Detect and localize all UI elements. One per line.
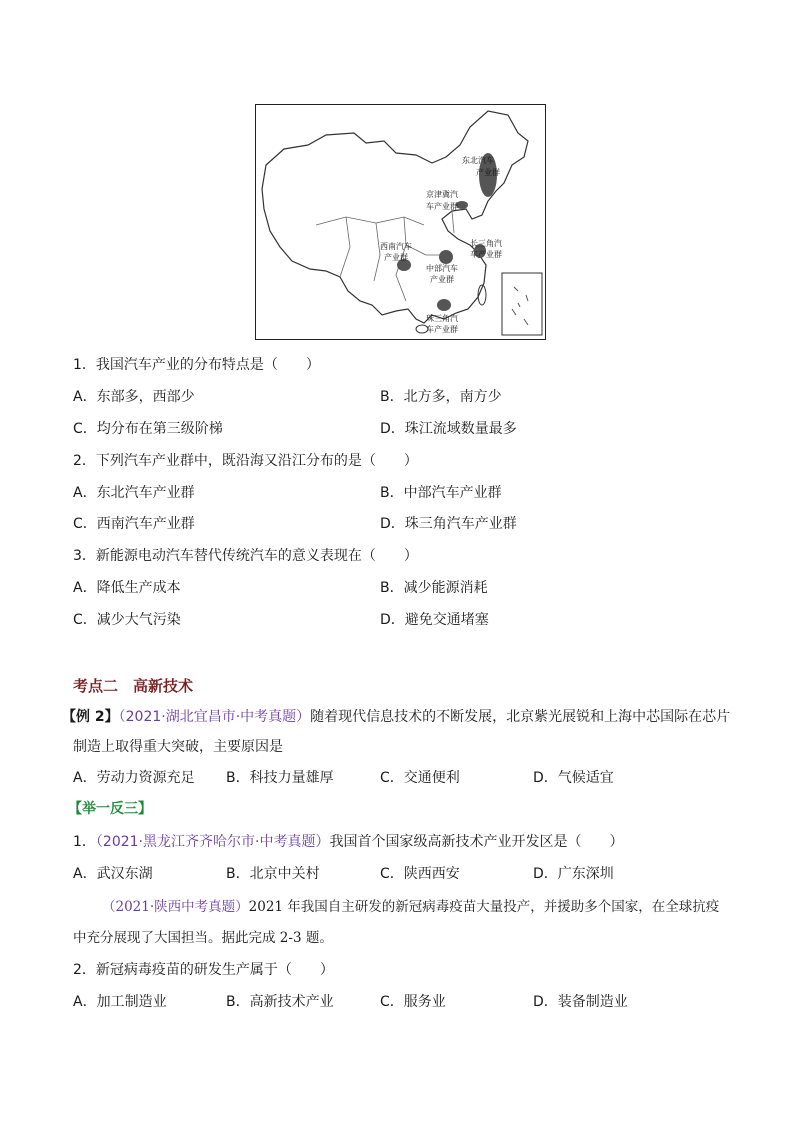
label-dongbei-1: 东北汽车 [462, 156, 494, 165]
q2-option-a[interactable]: A．东北汽车产业群 [73, 485, 195, 501]
passage-line-1 [102, 897, 719, 917]
china-auto-industry-map [255, 104, 546, 340]
label-jingjinji-2: 车产业群 [426, 202, 458, 211]
q3-option-c[interactable]: C．减少大气污染 [73, 612, 181, 628]
q1-option-b[interactable]: B．北方多，南方少 [380, 389, 502, 405]
q3-stem: 3．新能源电动汽车替代传统汽车的意义表现在（ ） [73, 548, 418, 564]
label-jingjinji-1: 京津冀汽 [426, 190, 458, 199]
p2-stem: 2．新冠病毒疫苗的研发生产属于（ ） [73, 962, 334, 978]
practice-label: 【举一反三】 [68, 801, 152, 817]
q2-stem: 2．下列汽车产业群中，既沿海又沿江分布的是（ ） [73, 453, 418, 469]
ex2-option-a[interactable]: A．劳动力资源充足 [73, 770, 195, 786]
q2-option-d[interactable]: D．珠三角汽车产业群 [380, 516, 517, 532]
example-2-prefix: 【例 2】 [62, 709, 119, 725]
p1-line [73, 832, 623, 852]
section-heading: 考点二 高新技术 [73, 677, 194, 695]
ex2-option-b[interactable]: B．科技力量雄厚 [226, 770, 334, 786]
label-zhusanjiao-1: 珠三角汽 [426, 314, 458, 323]
q3-option-d[interactable]: D．避免交通堵塞 [380, 612, 489, 628]
p1-option-c[interactable]: C．陕西西安 [380, 866, 460, 882]
p2-option-c[interactable]: C．服务业 [380, 994, 446, 1010]
p1-source: （2021·黑龙江齐齐哈尔市·中考真题） [95, 834, 330, 850]
map-drawing [256, 105, 545, 339]
example-2-line-1 [62, 707, 730, 727]
cluster-zhongbu [439, 250, 453, 264]
label-xinan-1: 西南汽车 [380, 242, 412, 251]
label-zhusanjiao-2: 车产业群 [426, 325, 458, 334]
label-changsanjiao-1: 长三角汽 [470, 239, 502, 248]
q1-option-c[interactable]: C．均分布在第三级阶梯 [73, 421, 223, 437]
passage-source: （2021·陕西中考真题） [102, 899, 249, 915]
p1-num: 1． [73, 834, 96, 850]
label-zhongbu-2: 产业群 [430, 275, 454, 284]
q2-option-b[interactable]: B．中部汽车产业群 [380, 485, 502, 501]
label-xinan-2: 产业群 [384, 253, 408, 262]
q3-option-a[interactable]: A．降低生产成本 [73, 580, 181, 596]
q2-option-c[interactable]: C．西南汽车产业群 [73, 516, 195, 532]
label-dongbei-2: 产业群 [476, 168, 500, 177]
south-china-sea-inset [502, 273, 542, 335]
passage-text-2: 中充分展现了大国担当。据此完成 2-3 题。 [73, 930, 333, 946]
example-2-text-2: 制造上取得重大突破，主要原因是 [73, 739, 283, 755]
p1-text: 我国首个国家级高新技术产业开发区是（ ） [329, 834, 624, 850]
p1-option-d[interactable]: D．广东深圳 [533, 866, 614, 882]
q1-stem: 1．我国汽车产业的分布特点是（ ） [73, 357, 320, 373]
example-2-text-1: 随着现代信息技术的不断发展，北京紫光展锐和上海中芯国际在芯片 [310, 709, 731, 725]
q3-option-b[interactable]: B．减少能源消耗 [380, 580, 488, 596]
ex2-option-d[interactable]: D．气候适宜 [533, 770, 614, 786]
p1-option-b[interactable]: B．北京中关村 [226, 866, 320, 882]
cluster-zhusanjiao [437, 299, 451, 311]
p1-option-a[interactable]: A．武汉东湖 [73, 866, 153, 882]
p2-option-b[interactable]: B．高新技术产业 [226, 994, 334, 1010]
label-zhongbu-1: 中部汽车 [426, 264, 458, 273]
passage-text-1: 2021 年我国自主研发的新冠病毒疫苗大量投产，并援助多个国家，在全球抗疫 [248, 899, 720, 915]
q1-option-d[interactable]: D．珠江流域数量最多 [380, 421, 517, 437]
china-outline [262, 111, 528, 323]
p2-option-a[interactable]: A．加工制造业 [73, 994, 167, 1010]
label-changsanjiao-2: 车产业群 [470, 250, 502, 259]
ex2-option-c[interactable]: C．交通便利 [380, 770, 460, 786]
example-2-source: （2021·湖北宜昌市·中考真题） [118, 709, 311, 725]
q1-option-a[interactable]: A．东部多，西部少 [73, 389, 195, 405]
p2-option-d[interactable]: D．装备制造业 [533, 994, 628, 1010]
